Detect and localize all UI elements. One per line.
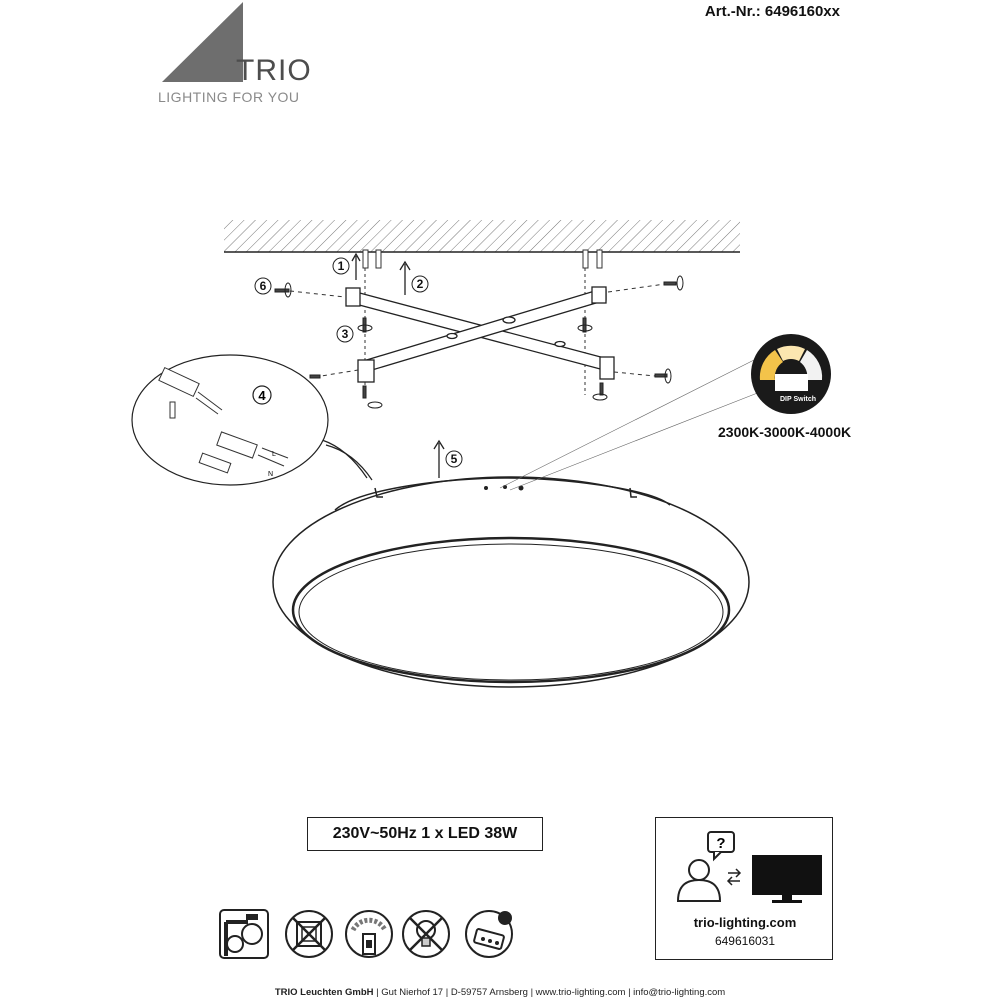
brand-tagline: LIGHTING FOR YOU: [158, 89, 300, 105]
svg-text:6: 6: [259, 279, 267, 293]
footer-company: TRIO Leuchten GmbH: [274, 987, 374, 998]
svg-text:5: 5: [450, 452, 458, 466]
electrical-rating: 230V~50Hz 1 x LED 38W: [307, 817, 543, 851]
brand-name: TRIO: [236, 54, 312, 87]
dip-switch-label: DIP Switch: [779, 396, 817, 403]
mounting-bracket: [346, 287, 614, 382]
support-box: [655, 817, 833, 960]
assembly-drawing: [0, 200, 1000, 700]
footer-city: D-59757 Arnsberg: [450, 987, 528, 998]
footer-address: Gut Nierhof 17: [381, 987, 444, 998]
ceiling-light-ring: [273, 477, 749, 687]
support-code: 649616031: [714, 934, 776, 948]
svg-text:L: L: [272, 451, 276, 458]
no-bulb-change-icon: [400, 908, 452, 960]
svg-text:?: ?: [716, 835, 726, 852]
svg-text:4: 4: [258, 388, 266, 403]
no-cover-icon: [283, 908, 335, 960]
support-illustration-icon: [656, 818, 834, 913]
footer: TRIO Leuchten GmbH | Gut Nierhof 17 | D-59757 Arnsberg | www.trio-lighting.com | info@trio-lighting.com: [274, 987, 726, 998]
remote-control-icon: [463, 908, 515, 960]
svg-text:3: 3: [341, 327, 349, 341]
footer-website[interactable]: www.trio-lighting.com: [535, 987, 626, 998]
ceiling: [224, 220, 740, 252]
color-temperature-label: 2300K-3000K-4000K: [718, 424, 852, 440]
article-number: Art.-Nr.: 6496160xx: [704, 3, 840, 20]
svg-text:1: 1: [337, 259, 345, 273]
screw-icon: [275, 282, 676, 398]
svg-text:N: N: [268, 471, 274, 478]
dimmer-switch-icon: [343, 908, 395, 960]
support-url[interactable]: trio-lighting.com: [693, 915, 797, 930]
svg-text:2: 2: [416, 277, 424, 291]
footer-email[interactable]: info@trio-lighting.com: [633, 987, 726, 998]
indoor-use-icon: [218, 908, 270, 960]
